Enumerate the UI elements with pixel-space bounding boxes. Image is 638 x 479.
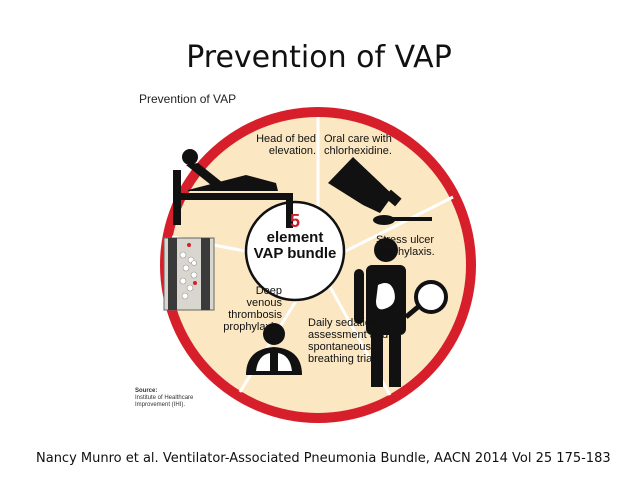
source-heading: Source: <box>135 388 158 394</box>
segment-label-oral-care: Oral care with chlorhexidine. <box>324 133 392 157</box>
segment-label-stress-ulcer: Stress ulcer prophylaxis. <box>376 234 435 258</box>
figure-source <box>135 388 193 409</box>
segment-label-sedation: Daily sedation assessment and spontaneous breathing trials. <box>308 317 389 365</box>
segment-label-head-of-bed: Head of bed elevation. <box>256 133 316 157</box>
figure-label: Prevention of VAP <box>139 92 237 106</box>
segment-label-dvt: Deep venous thrombosis prophylaxis. <box>223 285 282 333</box>
bundle-center-line2: VAP bundle <box>253 245 337 262</box>
source-line-2: Improvement (IHI). <box>135 402 186 408</box>
bundle-center-label <box>252 212 338 262</box>
citation: Nancy Munro et al. Ventilator-Associated Pneumonia Bundle, AACN 2014 Vol 25 175-183 <box>36 451 611 466</box>
vein-clot-icon <box>164 238 214 310</box>
bundle-center-line1: element <box>266 229 324 246</box>
bundle-count: 5 <box>289 211 300 231</box>
source-line-1: Institute of Healthcare <box>135 395 194 401</box>
vap-bundle-figure <box>128 85 508 425</box>
slide-title: Prevention of VAP <box>186 40 452 75</box>
